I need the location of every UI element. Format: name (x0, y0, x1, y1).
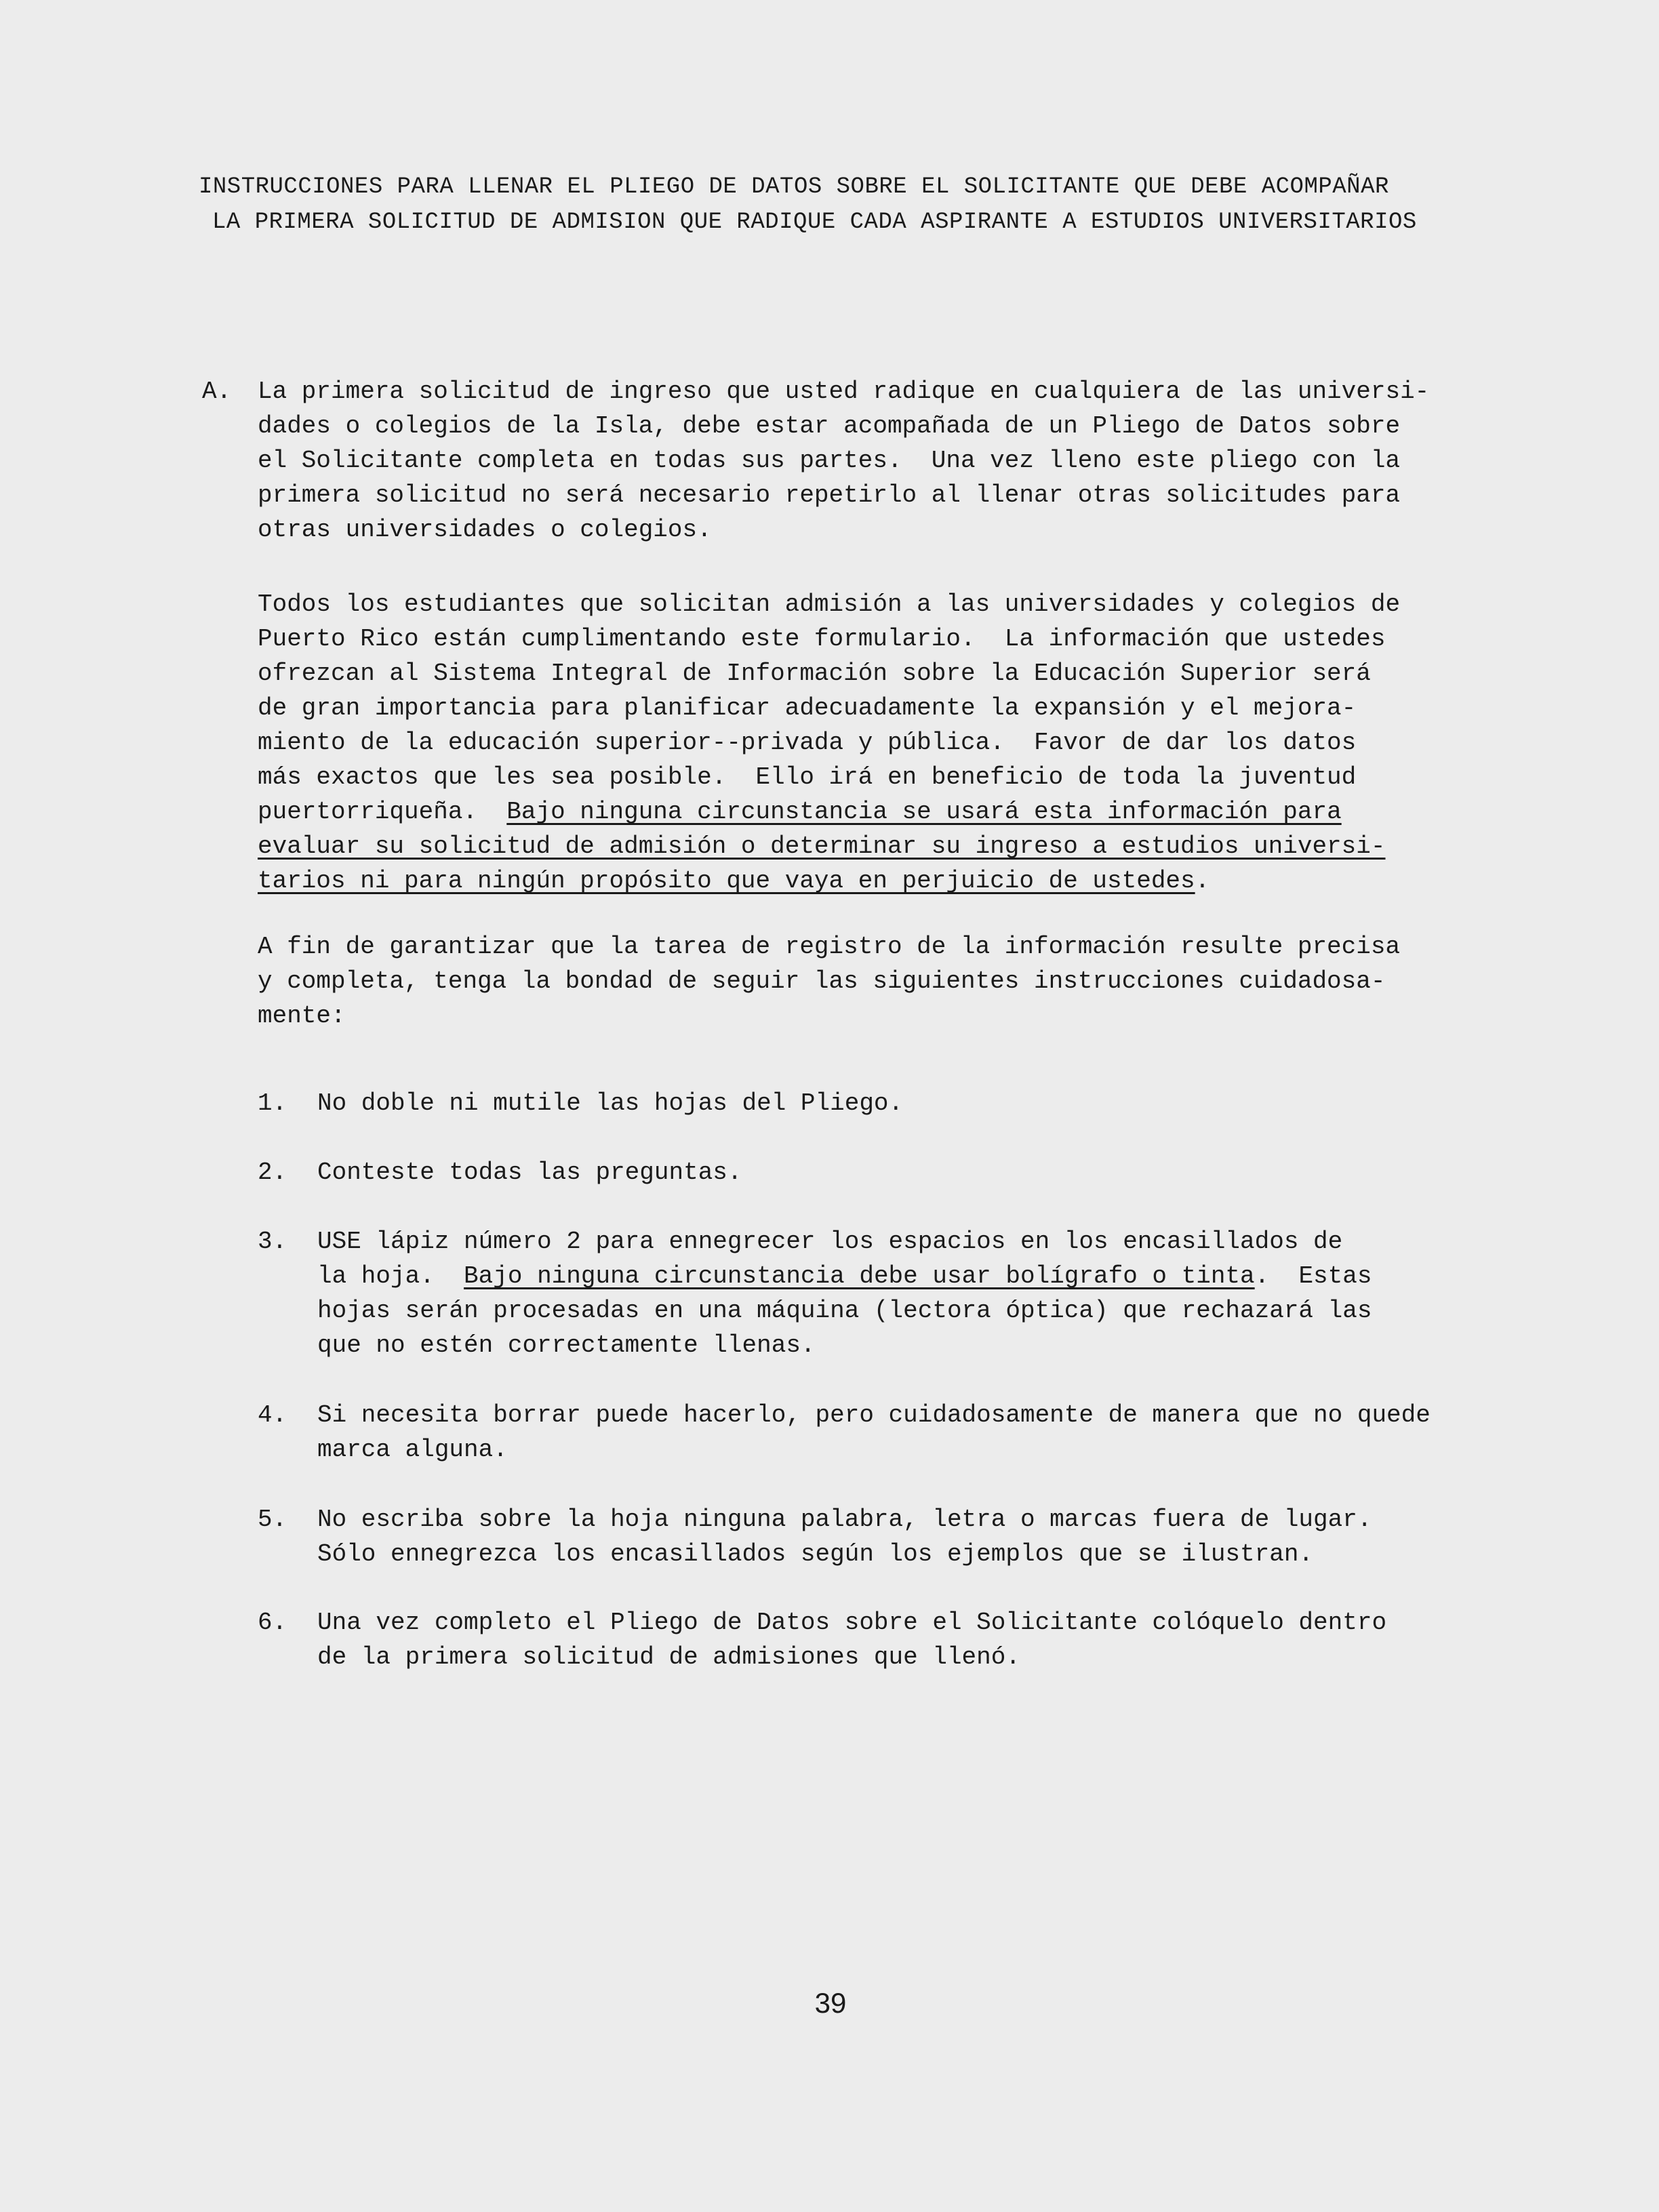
title-line-1: INSTRUCCIONES PARA LLENAR EL PLIEGO DE DATOS SOBRE EL SOLICITANTE QUE DEBE ACOMPAÑAR (199, 174, 1389, 200)
paragraph-line: dades o colegios de la Isla, debe estar acompañada de un Pliego de Datos sobre (258, 412, 1401, 440)
paragraph-line: La primera solicitud de ingreso que usted radique en cualquiera de las universi- (258, 378, 1430, 405)
section-a-paragraph-2 (258, 587, 1424, 898)
list-item-number: 5. (258, 1506, 287, 1533)
page-title (193, 169, 1481, 240)
list-item-line: Si necesita borrar puede hacerlo, pero cuidadosamente de manera que no quede (317, 1401, 1431, 1429)
paragraph-line: de gran importancia para planificar adecuadamente la expansión y el mejora- (258, 694, 1357, 722)
list-item-text: No doble ni mutile las hojas del Pliego. (317, 1089, 904, 1117)
section-a-marker: A. (202, 378, 232, 405)
paragraph-line: primera solicitud no será necesario repetirlo al llenar otras solicitudes para (258, 481, 1401, 509)
section-a-paragraph-3 (258, 929, 1424, 1033)
list-item-line-suffix: . Estas (1254, 1262, 1372, 1290)
list-item-line: USE lápiz número 2 para ennegrecer los espacios en los encasillados de (317, 1228, 1343, 1255)
underlined-notice: Bajo ninguna circunstancia se usará esta información para (506, 798, 1342, 826)
list-item-number: 4. (258, 1401, 287, 1429)
list-item-text (317, 1398, 1450, 1467)
list-item-line: Una vez completo el Pliego de Datos sobre el Solicitante colóquelo dentro (317, 1609, 1387, 1636)
page-number: 39 (814, 1987, 847, 2019)
paragraph-line: ofrezcan al Sistema Integral de Información sobre la Educación Superior será (258, 660, 1371, 687)
underlined-notice: tarios ni para ningún propósito que vaya en perjuicio de ustedes (258, 867, 1195, 895)
list-item-line: No escriba sobre la hoja ninguna palabra, letra o marcas fuera de lugar. (317, 1506, 1372, 1533)
list-item-number: 2. (258, 1159, 287, 1186)
list-item-text (317, 1502, 1450, 1571)
paragraph-line: y completa, tenga la bondad de seguir las siguientes instrucciones cuidadosa- (258, 967, 1386, 995)
list-item-line: Sólo ennegrezca los encasillados según los ejemplos que se ilustran. (317, 1540, 1314, 1568)
title-line-2: LA PRIMERA SOLICITUD DE ADMISION QUE RADIQUE CADA ASPIRANTE A ESTUDIOS UNIVERSITARIOS (212, 209, 1417, 235)
list-item-number: 6. (258, 1609, 287, 1636)
underlined-warning: Bajo ninguna circunstancia debe usar bolígrafo o tinta (464, 1262, 1255, 1290)
list-item-line: de la primera solicitud de admisiones que llenó. (317, 1643, 1020, 1671)
list-item-text (317, 1224, 1450, 1363)
paragraph-line: A fin de garantizar que la tarea de registro de la información resulte precisa (258, 933, 1401, 961)
list-item-text: Conteste todas las preguntas. (317, 1159, 742, 1186)
list-item-line-prefix: la hoja. (317, 1262, 464, 1290)
list-item-number: 3. (258, 1228, 287, 1255)
list-item-line: que no estén correctamente llenas. (317, 1331, 816, 1359)
section-a-paragraph-1 (258, 374, 1430, 547)
list-item-number: 1. (258, 1089, 287, 1117)
list-item-line: hojas serán procesadas en una máquina (lectora óptica) que rechazará las (317, 1297, 1372, 1325)
paragraph-line-suffix: . (1195, 867, 1210, 895)
paragraph-line: Todos los estudiantes que solicitan admisión a las universidades y colegios de (258, 590, 1401, 618)
paragraph-line: otras universidades o colegios. (258, 516, 712, 544)
paragraph-line: miento de la educación superior--privada y pública. Favor de dar los datos (258, 729, 1357, 757)
list-item-text (317, 1605, 1450, 1674)
underlined-notice: evaluar su solicitud de admisión o determinar su ingreso a estudios universi- (258, 832, 1386, 860)
paragraph-line: más exactos que les sea posible. Ello irá en beneficio de toda la juventud (258, 763, 1357, 791)
paragraph-line-prefix: puertorriqueña. (258, 798, 507, 826)
list-item-line: marca alguna. (317, 1436, 508, 1464)
paragraph-line: Puerto Rico están cumplimentando este formulario. La información que ustedes (258, 625, 1386, 653)
paragraph-line: mente: (258, 1002, 346, 1030)
paragraph-line: el Solicitante completa en todas sus partes. Una vez lleno este pliego con la (258, 447, 1401, 475)
